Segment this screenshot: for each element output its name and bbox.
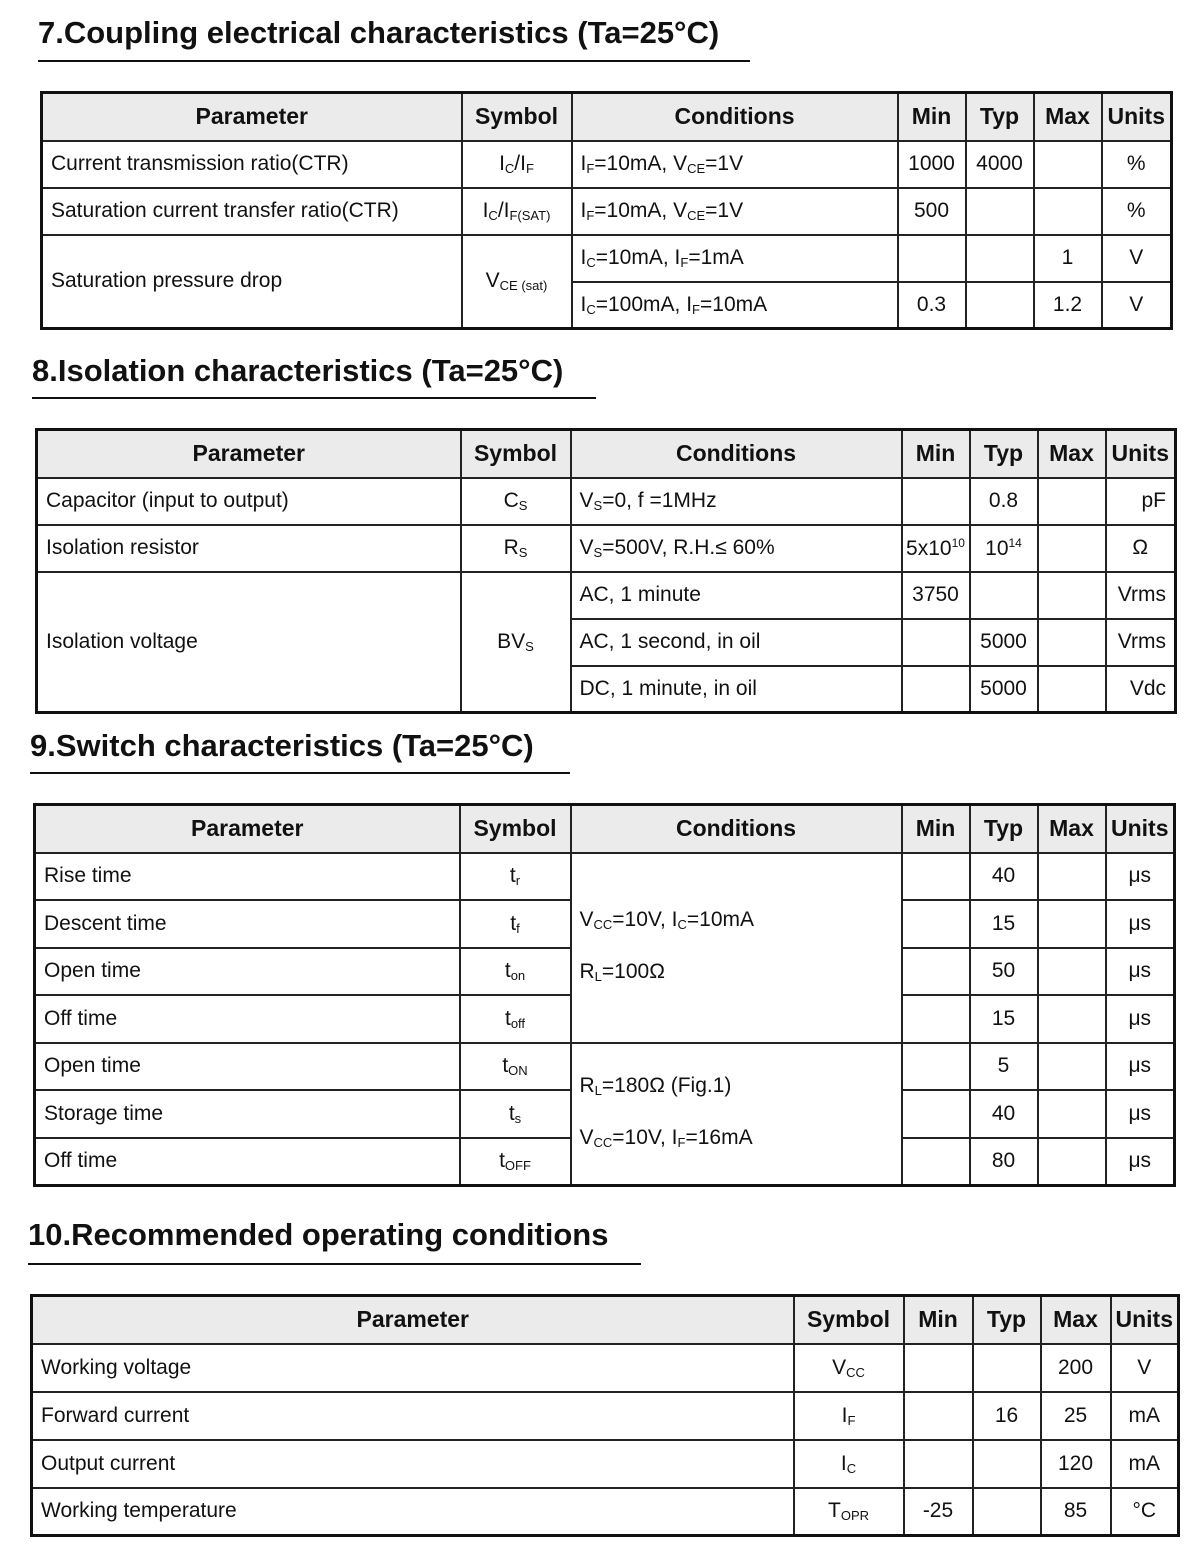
max-cell: 85 (1041, 1488, 1111, 1536)
min-cell: 0.3 (898, 282, 966, 329)
max-cell (1034, 141, 1102, 188)
typ-cell: 5000 (970, 619, 1038, 666)
min-cell: 1000 (898, 141, 966, 188)
conditions-cell: $V_S=500V$, R.H.≤ 60% (571, 525, 902, 572)
header-max: Max (1038, 430, 1106, 478)
max-cell: 120 (1041, 1440, 1111, 1488)
symbol-cell: $R_S$ (461, 525, 571, 572)
typ-cell (970, 572, 1038, 619)
table-header-row (37, 430, 1176, 478)
header-symbol: Symbol (794, 1296, 904, 1344)
parameter-cell: Open time (35, 1043, 460, 1091)
conditions-cell: $I_F=10mA$, $V_{CE}=1V$ (572, 188, 898, 235)
min-cell (902, 1090, 970, 1138)
header-symbol: Symbol (462, 93, 572, 141)
typ-cell: $10^{14}$ (970, 525, 1038, 572)
header-min: Min (902, 805, 970, 853)
section-7-heading: 7.Coupling electrical characteristics (Ta=25°C) (38, 15, 720, 50)
parameter-cell: Forward current (32, 1392, 794, 1440)
typ-cell: 5000 (970, 666, 1038, 713)
table-row (37, 525, 1176, 572)
parameter-cell: Descent time (35, 900, 460, 948)
min-cell (904, 1344, 973, 1392)
table-row (35, 853, 1175, 901)
conditions-cell: $I_C=10mA$, $I_F=1mA$ (572, 235, 898, 282)
parameter-cell: Working voltage (32, 1344, 794, 1392)
typ-cell (966, 235, 1034, 282)
symbol-cell: $I_C/I_F$ (462, 141, 572, 188)
table-row (32, 1440, 1179, 1488)
min-cell (902, 1043, 970, 1091)
typ-cell: 40 (970, 1090, 1038, 1138)
section-9-underline (30, 772, 570, 774)
max-cell (1038, 572, 1106, 619)
typ-cell (973, 1344, 1041, 1392)
max-cell (1034, 188, 1102, 235)
max-cell (1038, 995, 1106, 1043)
symbol-cell: $t_r$ (460, 853, 571, 901)
recommended-operating-conditions-table (30, 1294, 1180, 1537)
parameter-cell: Rise time (35, 853, 460, 901)
min-cell (902, 948, 970, 996)
parameter-cell: Storage time (35, 1090, 460, 1138)
parameter-cell: Open time (35, 948, 460, 996)
units-cell: mA (1111, 1392, 1179, 1440)
table-row (37, 572, 1176, 619)
isolation-characteristics-table (35, 428, 1177, 714)
header-min: Min (904, 1296, 973, 1344)
units-cell: % (1102, 188, 1172, 235)
min-cell (902, 666, 970, 713)
table-header-row (42, 93, 1172, 141)
section-8-underline (32, 397, 596, 399)
min-cell (902, 853, 970, 901)
parameter-cell: Working temperature (32, 1488, 794, 1536)
conditions-line: $R_L=180\Omega$ (Fig.1) (579, 1073, 732, 1098)
header-conditions: Conditions (571, 430, 902, 478)
table-row (35, 1043, 1175, 1091)
header-parameter: Parameter (37, 430, 461, 478)
symbol-cell: $I_C$ (794, 1440, 904, 1488)
parameter-cell: Off time (35, 995, 460, 1043)
units-cell: μs (1106, 1090, 1175, 1138)
symbol-cell: $t_{OFF}$ (460, 1138, 571, 1186)
header-conditions: Conditions (572, 93, 898, 141)
parameter-cell: Isolation resistor (37, 525, 461, 572)
units-cell: Ω (1106, 525, 1176, 572)
header-typ: Typ (966, 93, 1034, 141)
section-8-heading: 8.Isolation characteristics (Ta=25°C) (32, 353, 564, 388)
typ-cell (966, 188, 1034, 235)
header-conditions: Conditions (571, 805, 902, 853)
header-parameter: Parameter (35, 805, 460, 853)
header-min: Min (898, 93, 966, 141)
conditions-group-1 (571, 853, 902, 1043)
min-cell (898, 235, 966, 282)
max-cell (1038, 948, 1106, 996)
units-cell: Vrms (1106, 619, 1176, 666)
symbol-cell: $BV_S$ (461, 572, 571, 713)
symbol-cell: $t_{ON}$ (460, 1043, 571, 1091)
units-cell: μs (1106, 900, 1175, 948)
conditions-cell: $I_F=10mA$, $V_{CE}=1V$ (572, 141, 898, 188)
parameter-cell: Capacitor (input to output) (37, 478, 461, 525)
header-max: Max (1041, 1296, 1111, 1344)
symbol-cell: $t_{on}$ (460, 948, 571, 996)
max-cell (1038, 853, 1106, 901)
header-max: Max (1034, 93, 1102, 141)
typ-cell: 4000 (966, 141, 1034, 188)
max-cell (1038, 525, 1106, 572)
max-cell: 1.2 (1034, 282, 1102, 329)
min-cell (902, 900, 970, 948)
parameter-cell: Saturation current transfer ratio(CTR) (42, 188, 462, 235)
header-units: Units (1106, 430, 1176, 478)
conditions-cell: AC, 1 minute (571, 572, 902, 619)
conditions-line: $R_L=100\Omega$ (579, 959, 665, 984)
typ-cell: 50 (970, 948, 1038, 996)
max-cell: 1 (1034, 235, 1102, 282)
max-cell (1038, 666, 1106, 713)
max-cell: 25 (1041, 1392, 1111, 1440)
header-min: Min (902, 430, 970, 478)
table-row (32, 1488, 1179, 1536)
header-symbol: Symbol (460, 805, 571, 853)
max-cell (1038, 478, 1106, 525)
table-header-row (35, 805, 1175, 853)
table-header-row (32, 1296, 1179, 1344)
section-10-heading: 10.Recommended operating conditions (28, 1217, 609, 1252)
section-7-underline (38, 60, 750, 62)
units-cell: °C (1111, 1488, 1179, 1536)
conditions-line: $V_{CC}=10V$, $I_C=10mA$ (579, 907, 755, 932)
parameter-cell: Saturation pressure drop (42, 235, 462, 329)
header-symbol: Symbol (461, 430, 571, 478)
table-row (42, 141, 1172, 188)
max-cell (1038, 1090, 1106, 1138)
typ-cell: 5 (970, 1043, 1038, 1091)
symbol-cell: $C_S$ (461, 478, 571, 525)
typ-cell: 0.8 (970, 478, 1038, 525)
conditions-group-2 (571, 1043, 902, 1186)
header-max: Max (1038, 805, 1106, 853)
coupling-characteristics-table (40, 91, 1173, 330)
units-cell: % (1102, 141, 1172, 188)
units-cell: V (1102, 282, 1172, 329)
header-typ: Typ (970, 430, 1038, 478)
symbol-cell: $I_F$ (794, 1392, 904, 1440)
symbol-cell: $V_{CC}$ (794, 1344, 904, 1392)
symbol-cell: $T_{OPR}$ (794, 1488, 904, 1536)
table-row (42, 235, 1172, 282)
min-cell (902, 1138, 970, 1186)
units-cell: μs (1106, 853, 1175, 901)
symbol-cell: $V_{CE (sat)}$ (462, 235, 572, 329)
typ-cell: 15 (970, 995, 1038, 1043)
typ-cell: 16 (973, 1392, 1041, 1440)
units-cell: μs (1106, 995, 1175, 1043)
max-cell: 200 (1041, 1344, 1111, 1392)
min-cell (902, 478, 970, 525)
typ-cell: 80 (970, 1138, 1038, 1186)
header-parameter: Parameter (42, 93, 462, 141)
units-cell: Vrms (1106, 572, 1176, 619)
header-units: Units (1106, 805, 1175, 853)
typ-cell: 15 (970, 900, 1038, 948)
max-cell (1038, 619, 1106, 666)
header-typ: Typ (970, 805, 1038, 853)
max-cell (1038, 1043, 1106, 1091)
units-cell: mA (1111, 1440, 1179, 1488)
parameter-cell: Off time (35, 1138, 460, 1186)
units-cell: Vdc (1106, 666, 1176, 713)
switch-characteristics-table (33, 803, 1176, 1187)
min-cell (904, 1392, 973, 1440)
typ-cell (966, 282, 1034, 329)
min-cell: $5x10^{10}$ (902, 525, 970, 572)
header-typ: Typ (973, 1296, 1041, 1344)
table-row (37, 478, 1176, 525)
typ-cell: 40 (970, 853, 1038, 901)
section-10-underline (28, 1263, 641, 1265)
min-cell (904, 1440, 973, 1488)
parameter-cell: Current transmission ratio(CTR) (42, 141, 462, 188)
symbol-cell: $t_f$ (460, 900, 571, 948)
symbol-cell: $t_s$ (460, 1090, 571, 1138)
units-cell: μs (1106, 1043, 1175, 1091)
typ-cell (973, 1488, 1041, 1536)
conditions-cell: AC, 1 second, in oil (571, 619, 902, 666)
min-cell (902, 995, 970, 1043)
parameter-cell: Output current (32, 1440, 794, 1488)
max-cell (1038, 1138, 1106, 1186)
typ-cell (973, 1440, 1041, 1488)
conditions-line: $V_{CC}=10V$, $I_F=16mA$ (579, 1125, 753, 1150)
max-cell (1038, 900, 1106, 948)
conditions-cell: DC, 1 minute, in oil (571, 666, 902, 713)
min-cell: 500 (898, 188, 966, 235)
symbol-cell: $I_C/I_{F(SAT)}$ (462, 188, 572, 235)
table-row (32, 1392, 1179, 1440)
units-cell: V (1111, 1344, 1179, 1392)
units-cell: μs (1106, 1138, 1175, 1186)
min-cell: 3750 (902, 572, 970, 619)
units-cell: μs (1106, 948, 1175, 996)
table-row (32, 1344, 1179, 1392)
min-cell: -25 (904, 1488, 973, 1536)
min-cell (902, 619, 970, 666)
conditions-cell: $V_S=0$, f =1MHz (571, 478, 902, 525)
conditions-cell: $I_C=100mA$, $I_F=10mA$ (572, 282, 898, 329)
parameter-cell: Isolation voltage (37, 572, 461, 713)
header-parameter: Parameter (32, 1296, 794, 1344)
header-units: Units (1102, 93, 1172, 141)
section-9-heading: 9.Switch characteristics (Ta=25°C) (30, 728, 534, 763)
symbol-cell: $t_{off}$ (460, 995, 571, 1043)
units-cell: pF (1106, 478, 1176, 525)
units-cell: V (1102, 235, 1172, 282)
header-units: Units (1111, 1296, 1179, 1344)
table-row (42, 188, 1172, 235)
